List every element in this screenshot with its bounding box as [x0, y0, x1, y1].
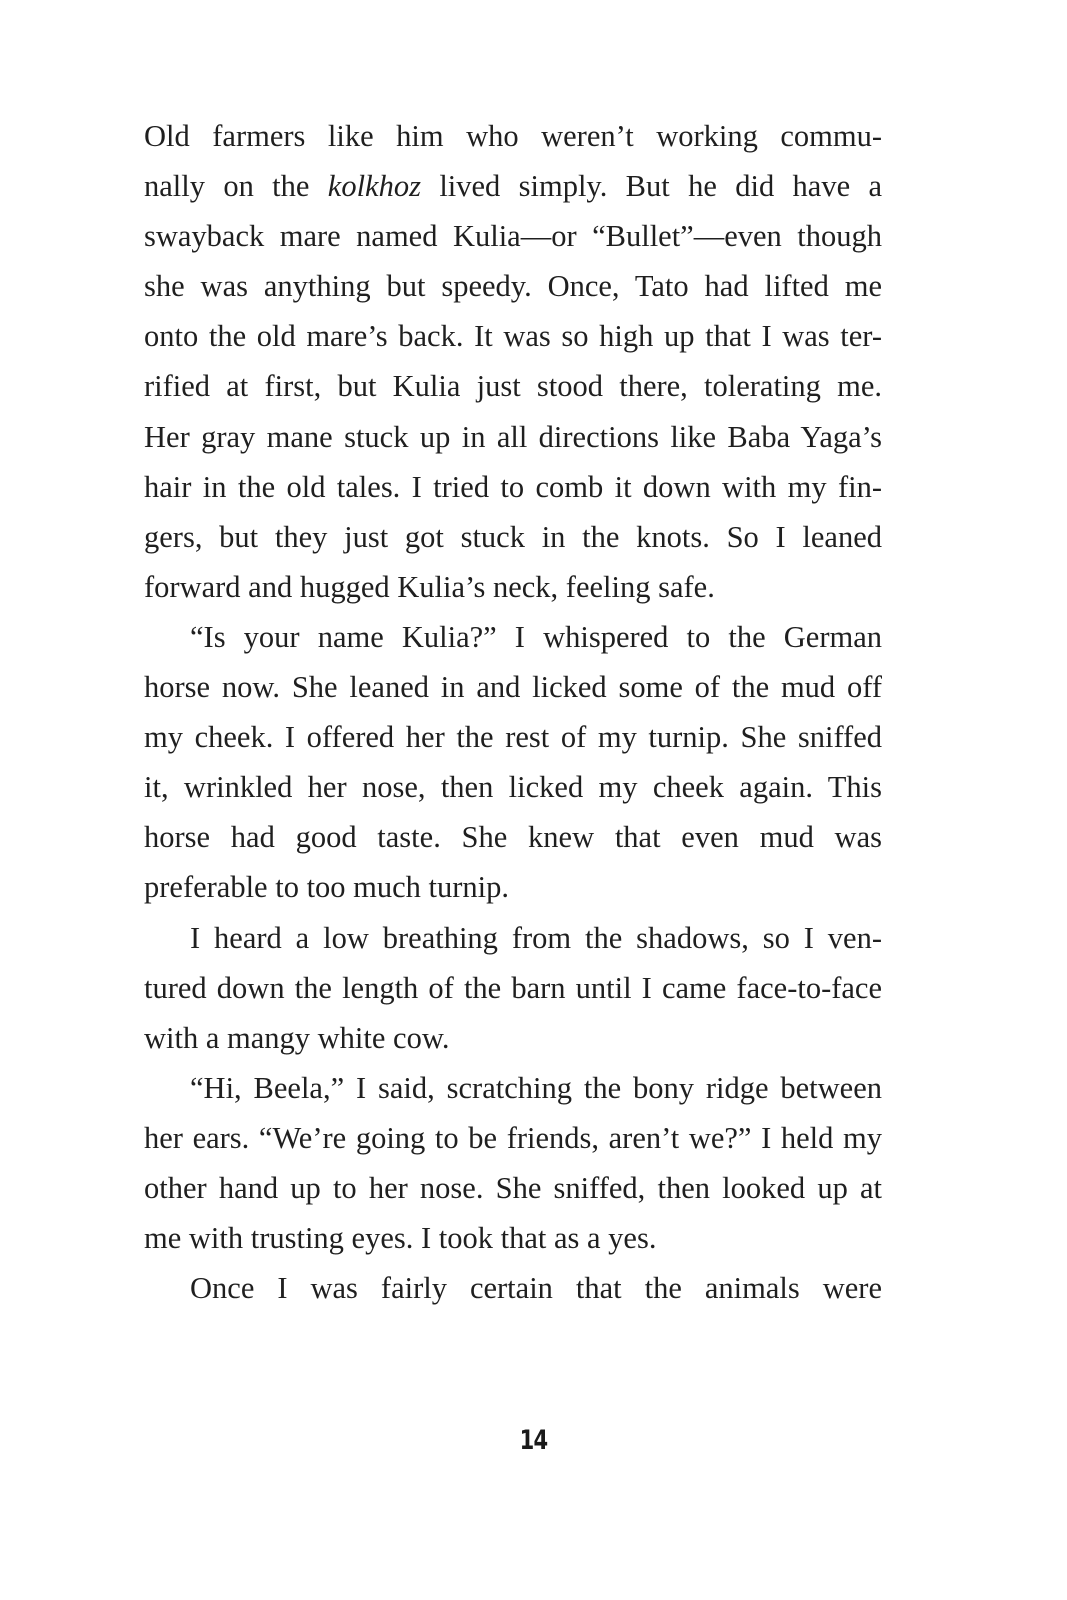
text-line: my cheek. I offered her the rest of my turnip. She sniffed	[144, 720, 882, 755]
text-line: Her gray mane stuck up in all directions like Baba Yaga’s	[144, 419, 882, 454]
text-line: gers, but they just got stuck in the knots. So I leaned	[144, 519, 882, 554]
text-line: onto the old mare’s back. It was so high up that I was ter-	[144, 319, 882, 354]
text-line: Once I was fairly certain that the animals were	[190, 1271, 882, 1306]
text-fragment: nally on the	[144, 169, 328, 204]
text-line: Old farmers like him who weren’t working commu-	[144, 119, 882, 153]
text-line: she was anything but speedy. Once, Tato had lifted me	[144, 269, 882, 304]
text-line: “Is your name Kulia?” I whispered to the German	[190, 619, 882, 654]
text-line: tured down the length of the barn until I came face-to-face	[144, 970, 882, 1005]
text-line: other hand up to her nose. She sniffed, then looked up at	[144, 1170, 882, 1205]
page-number: 14	[519, 1425, 548, 1456]
text-line: it, wrinkled her nose, then licked my cheek again. This	[144, 770, 882, 805]
text-line: me with trusting eyes. I took that as a yes.	[144, 1221, 657, 1256]
body-text	[144, 111, 882, 1313]
text-line: horse had good taste. She knew that even mud was	[144, 820, 882, 855]
text-line: preferable to too much turnip.	[144, 870, 510, 905]
italic-term: kolkhoz	[327, 169, 421, 204]
text-line: her ears. “We’re going to be friends, aren’t we?” I held my	[144, 1120, 882, 1155]
text-line: “Hi, Beela,” I said, scratching the bony ridge between	[190, 1070, 882, 1105]
text-line: with a mangy white cow.	[144, 1020, 450, 1055]
text-line: rified at first, but Kulia just stood there, tolerating me.	[144, 369, 882, 404]
text-line: I heard a low breathing from the shadows, so I ven-	[190, 920, 882, 955]
text-line: horse now. She leaned in and licked some of the mud off	[144, 670, 882, 705]
text-fragment: lived simply. But he did have a	[420, 169, 882, 204]
text-line	[144, 161, 882, 211]
text-line: swayback mare named Kulia—or “Bullet”—even though	[144, 219, 882, 254]
text-line: forward and hugged Kulia’s neck, feeling safe.	[144, 569, 715, 604]
text-line: hair in the old tales. I tried to comb it down with my fin-	[144, 469, 882, 504]
